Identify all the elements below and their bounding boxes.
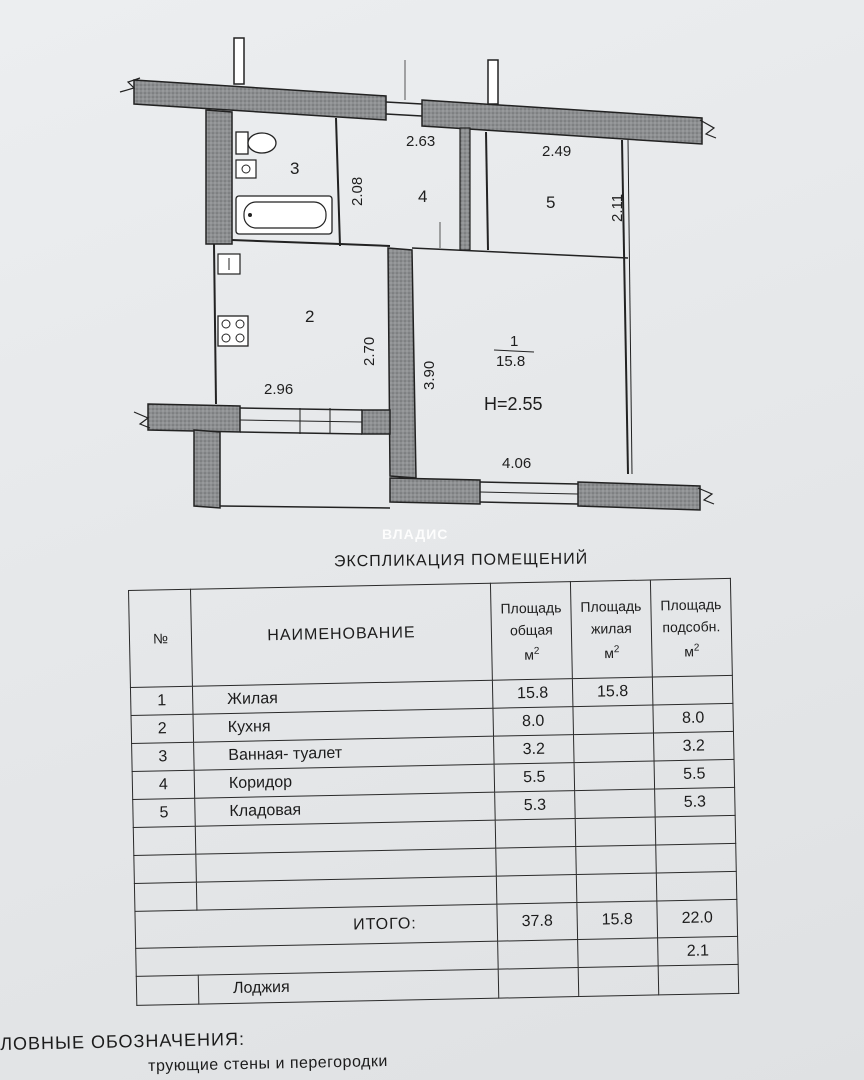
row-num: 1 [130, 686, 193, 715]
stove-icon [218, 316, 248, 346]
column-stub-2 [488, 60, 498, 104]
row-name: Жилая [192, 680, 493, 714]
header-num: № [129, 589, 193, 687]
row-name: Кладовая [195, 792, 496, 826]
header-name: НАИМЕНОВАНИЕ [190, 583, 492, 686]
row-name: Ванная- туалет [194, 736, 495, 770]
row-total: 3.2 [494, 735, 575, 765]
row-num: 4 [132, 770, 195, 799]
kitchen-sink-icon [218, 254, 240, 274]
total-label: ИТОГО: [135, 904, 498, 948]
row-total: 15.8 [492, 679, 573, 709]
loggia-label: Лоджия [198, 969, 499, 1004]
room-5-number: 5 [546, 193, 556, 212]
watermark-logo [382, 524, 448, 544]
watermark-text: ВЛАДИС [382, 526, 449, 542]
room-2-number: 2 [305, 307, 315, 326]
total-total: 37.8 [497, 903, 578, 942]
sink-icon [236, 160, 256, 178]
top-window-line [386, 102, 422, 104]
room-1-number: 1 [510, 333, 519, 350]
room-4-number: 4 [418, 187, 428, 206]
row-living [573, 733, 654, 763]
bathtub-icon [236, 196, 332, 234]
header-total-area: Площадь общая $м^2$ [490, 582, 572, 681]
dim-2-08: 2.08 [349, 176, 366, 206]
wall-kitchen-bottom-left [148, 404, 240, 432]
row-living [575, 789, 656, 819]
legend-item: трующие стены и перегородки [148, 1052, 388, 1075]
row-living [573, 705, 654, 735]
row-num: 5 [133, 798, 196, 827]
row-aux: 5.5 [654, 759, 735, 789]
row-aux: 8.0 [653, 703, 734, 733]
dim-2-70: 2.70 [361, 336, 378, 366]
room-1-height: H=2.55 [484, 394, 543, 414]
wall-left [206, 110, 232, 244]
row-name: Кухня [193, 708, 494, 742]
partition-hatched [460, 128, 470, 250]
row-total: 5.3 [495, 791, 576, 821]
dim-2-63: 2.63 [406, 133, 436, 150]
row-name: Коридор [194, 764, 495, 798]
dim-2-96: 2.96 [264, 381, 294, 398]
header-aux-area: Площадь подсобн. $м^2$ [650, 578, 732, 677]
wall-living-bottom [390, 478, 480, 504]
room-3-number: 3 [290, 159, 300, 178]
explication-table-wrapper [128, 578, 751, 1010]
row-total: 5.5 [494, 763, 575, 793]
row-aux: 3.2 [653, 731, 734, 761]
row-aux [652, 675, 733, 705]
total-aux: 22.0 [657, 899, 738, 938]
dim-2-11: 2.11 [609, 193, 626, 222]
row-aux: 5.3 [655, 787, 736, 817]
dim-4-06: 4.06 [502, 455, 532, 472]
row-total: 8.0 [493, 707, 574, 737]
row-num: 3 [132, 742, 195, 771]
dim-3-90: 3.90 [421, 360, 438, 390]
room-1-area: 15.8 [496, 353, 526, 370]
total-living: 15.8 [577, 901, 658, 940]
explication-title: ЭКСПЛИКАЦИЯ ПОМЕЩЕНИЙ [333, 550, 589, 571]
wall-center [388, 248, 416, 478]
loggia-aux: 2.1 [658, 936, 739, 966]
column-stub-1 [234, 38, 244, 84]
row-living [574, 761, 655, 791]
table-header-row [129, 578, 733, 687]
wall-top-left [134, 80, 386, 120]
toilet-icon [236, 132, 276, 154]
row-living: 15.8 [572, 677, 653, 707]
explication-table [128, 578, 739, 1006]
header-living-area: Площадь жилая $м^2$ [570, 580, 652, 679]
row-num: 2 [131, 714, 194, 743]
legend-title: ЛОВНЫЕ ОБОЗНАЧЕНИЯ: [0, 1028, 246, 1054]
dim-2-49: 2.49 [542, 143, 572, 160]
